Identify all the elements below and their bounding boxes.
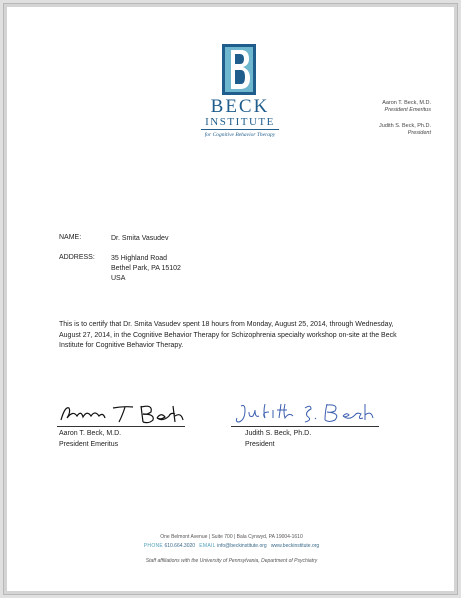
certification-text: This is to certify that Dr. Smita Vasudev spent 18 hours from Monday, August 25, 2014, through Wednesday, August 27, 2014, in the Cognitive Behavior Therapy for Schizophrenia specialty workshop on-site at the Beck Institute for Cognitive Behavior Therapy. [59,321,397,349]
signatory-judith [245,428,311,450]
website-link[interactable]: www.beckinstitute.org [270,543,320,549]
beck-logo-icon [222,44,256,95]
officer-name: Judith S. Beck, Ph.D. [379,123,431,129]
signatory-name: Aaron T. Beck, M.D. [59,430,122,437]
officer-aaron [382,100,431,114]
footer-affiliation: Staff affiliations with the University of Pennsylvania, Department of Psychiatry [145,558,318,564]
phone-number: 610.664.3020 [164,543,196,549]
email-label: EMAIL [199,543,216,549]
phone-label: PHONE [143,543,164,549]
logo-divider [201,129,279,130]
aaron-beck-signature [57,398,187,426]
address-line-1: 35 Highland Road [111,255,168,262]
signatory-title: President Emeritus [59,441,119,448]
recipient-address [111,254,181,284]
officer-judith [379,123,431,137]
address-line-3: USA [111,275,126,282]
signature-line-2 [231,426,379,427]
officer-role: President Emeritus [384,107,431,113]
signatory-name: Judith S. Beck, Ph.D. [245,430,312,437]
logo-tagline: for Cognitive Behavior Therapy [204,132,276,138]
judith-beck-signature [231,398,381,426]
officer-role: President [407,130,431,136]
footer-address: One Belmont Avenue | Suite 700 | Bala Cynwyd, PA 19004-1610 [160,534,303,540]
signatory-title: President [245,441,275,448]
recipient-name: Dr. Smita Vasudev [111,235,169,242]
logo-name: BECK [210,96,270,117]
logo-institute: INSTITUTE [205,116,275,128]
signatory-aaron [59,428,121,450]
email-link[interactable]: info@beckinstitute.org [217,543,267,549]
officer-name: Aaron T. Beck, M.D. [382,100,431,106]
address-line-2: Bethel Park, PA 15102 [111,265,181,272]
footer-contact [0,543,463,550]
signature-line-1 [57,426,185,427]
name-label: NAME: [59,234,82,241]
address-label: ADDRESS: [59,254,95,261]
